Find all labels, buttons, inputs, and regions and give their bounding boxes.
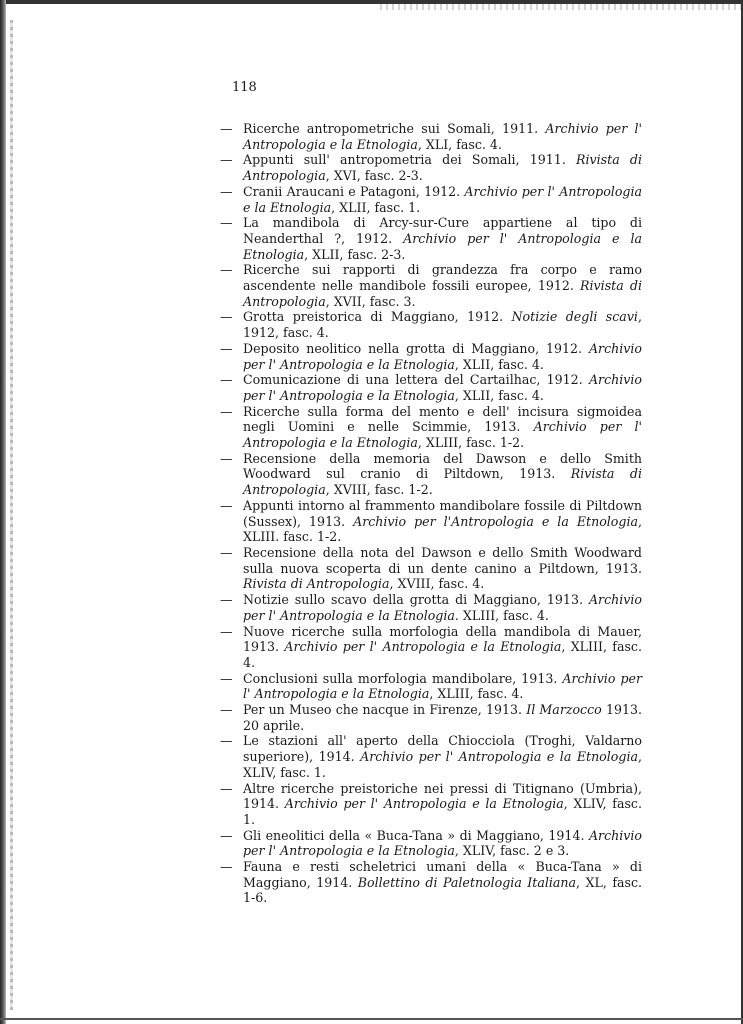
entry-journal: Il Marzocco — [526, 702, 602, 718]
entry-dash: — — [220, 670, 233, 686]
entry-dash: — — [220, 450, 233, 466]
entry-journal: Archivio per l' Antropologia e la Etnologia — [360, 749, 638, 765]
bibliography-entry — [220, 671, 642, 702]
entry-title: Fauna e resti scheletrici umani della « Buca-Tana » di Maggiano, 1914. — [243, 859, 642, 890]
scan-noise-top — [380, 4, 743, 10]
scan-edge-bottom — [0, 1018, 743, 1020]
entry-title: Deposito neolitico nella grotta di Maggiano, 1912. — [243, 340, 589, 356]
entry-dash: — — [220, 403, 233, 419]
entry-title: Appunti sull' antropometria dei Somali, 1911. — [243, 152, 577, 168]
entry-journal: Rivista di Antropologia — [243, 576, 390, 592]
scan-edge-left — [0, 0, 6, 1024]
entry-dash: — — [220, 733, 233, 749]
entry-details: , XLI, fasc. 4. — [417, 136, 502, 152]
entry-journal: Archivio per l'Antropologia e la Etnologia — [353, 513, 638, 529]
entry-title: Ricerche sulla forma del mento e dell' incisura sigmoidea negli Uomini e nelle Scimmie, 1913. — [243, 403, 642, 435]
entry-title: Gli eneolitici della « Buca-Tana » di Maggiano, 1914. — [243, 827, 589, 843]
entry-journal: Archivio per l' Antropologia e la Etnologia — [284, 639, 562, 655]
bibliography-entry — [220, 152, 642, 183]
entry-title: Ricerche antropometriche sui Somali, 1911. — [243, 121, 546, 136]
bibliography-list — [220, 121, 642, 906]
entry-dash: — — [220, 340, 233, 356]
entry-details: , XLII, fasc. 4. — [454, 387, 544, 403]
entry-details: , XVIII, fasc. 1-2. — [325, 482, 433, 498]
bibliography-entry — [220, 859, 642, 906]
entry-details: , XVI, fasc. 2-3. — [325, 168, 423, 184]
entry-dash: — — [220, 372, 233, 388]
entry-journal: Archivio per l' Antropologia e la Etnologia — [243, 827, 642, 859]
entry-details: , XLIII. fasc. 1-2. — [243, 513, 643, 545]
entry-details: , XL, fasc. 1-6. — [243, 874, 643, 906]
entry-journal: Archivio per l' Antropologia e la Etnologia — [284, 796, 564, 812]
entry-title: Nuove ricerche sulla morfologia della mandibola di Mauer, 1913. — [243, 623, 642, 655]
entry-journal: Rivista di Antropologia — [243, 152, 642, 184]
entry-journal: Archivio per l' Antropologia e la Etnologia — [243, 372, 642, 403]
entry-dash: — — [220, 623, 233, 639]
entry-details: , XLII, fasc. 1. — [331, 199, 421, 215]
entry-title: Le stazioni all' aperto della Chiocciola (Troghi, Valdarno superiore), 1914. — [243, 733, 642, 765]
bibliography-entry — [220, 341, 642, 372]
bibliography-entry — [220, 545, 642, 592]
entry-title: Recensione della memoria del Dawson e dello Smith Woodward sul cranio di Piltdown, 1913. — [243, 450, 642, 482]
entry-title: Recensione della nota del Dawson e dello Smith Woodward sulla nuova scoperta di un dente canino a Piltdown, 1913. — [243, 544, 642, 576]
entry-dash: — — [220, 152, 233, 168]
entry-details: , XLIII, fasc. 1-2. — [417, 435, 525, 451]
entry-title: Ricerche sui rapporti di grandezza fra corpo e ramo ascendente nelle mandibole fossili europee, 1912. — [243, 262, 642, 294]
entry-details: . XLIII, fasc. 4. — [454, 607, 549, 623]
entry-journal: Archivio per l' Antropologia e la Etnologia — [243, 183, 642, 215]
entry-journal: Rivista di Antropologia — [243, 466, 642, 498]
entry-journal: Archivio per l' Antropologia e la Etnologia — [243, 121, 642, 152]
bibliography-entry — [220, 781, 642, 828]
bibliography-entry — [220, 184, 642, 215]
entry-journal: Archivio per l' Antropologia e la Etnologia — [243, 670, 642, 702]
entry-details: , 1912, fasc. 4. — [243, 309, 642, 341]
entry-title: Comunicazione di una lettera del Cartailhac, 1912. — [243, 372, 589, 388]
entry-dash: — — [220, 215, 233, 231]
entry-dash: — — [220, 780, 233, 796]
bibliography-entry — [220, 404, 642, 451]
bibliography-entry — [220, 309, 642, 340]
entry-details: , XLIV, fasc. 1. — [243, 796, 642, 827]
entry-journal: Archivio per l' Antropologia e la Etnologia — [243, 340, 642, 372]
entry-dash: — — [220, 121, 233, 136]
entry-dash: — — [220, 262, 233, 278]
entry-title: Cranii Araucani e Patagoni, 1912. — [243, 183, 465, 199]
page-number: 118 — [232, 80, 257, 95]
entry-journal: Bollettino di Paletnologia Italiana — [357, 874, 577, 890]
bibliography-entry — [220, 262, 642, 309]
entry-dash: — — [220, 544, 233, 560]
bibliography-entry — [220, 372, 642, 403]
bibliography-entry — [220, 215, 642, 262]
entry-journal: Archivio per l' Antropologia e la Etnologia — [243, 592, 642, 623]
bibliography-entry — [220, 451, 642, 498]
entry-journal: Rivista di Antropologia — [243, 278, 642, 309]
bibliography-entry — [220, 702, 642, 733]
scan-binding-left — [10, 20, 13, 1010]
entry-details: , XLIII, fasc. 4. — [429, 686, 524, 702]
bibliography-entry — [220, 733, 642, 780]
entry-details: , XLIV, fasc. 2 e 3. — [454, 843, 570, 859]
entry-details: , XLII, fasc. 2-3. — [304, 246, 406, 262]
entry-details: , XLII, fasc. 4. — [454, 356, 544, 372]
entry-dash: — — [220, 702, 233, 718]
entry-dash: — — [220, 497, 233, 513]
bibliography-entry — [220, 624, 642, 671]
entry-title: La mandibola di Arcy-sur-Cure appartiene al tipo di Neanderthal ?, 1912. — [243, 215, 642, 246]
entry-dash: — — [220, 183, 233, 199]
entry-title: Notizie sullo scavo della grotta di Maggiano, 1913. — [243, 592, 589, 608]
bibliography-entry — [220, 592, 642, 623]
entry-dash: — — [220, 859, 233, 875]
entry-details: 1913. 20 aprile. — [243, 702, 642, 733]
entry-title: Grotta preistorica di Maggiano, 1912. — [243, 309, 512, 325]
entry-dash: — — [220, 309, 233, 325]
entry-title: Altre ricerche preistoriche nei pressi di Titignano (Umbria), 1914. — [243, 780, 642, 812]
bibliography-entry — [220, 498, 642, 545]
entry-details: , XVIII, fasc. 4. — [389, 576, 485, 592]
entry-journal: Archivio per l' Antropologia e la Etnologia — [243, 419, 642, 451]
entry-journal: Archivio per l' Antropologia e la Etnologia — [243, 230, 642, 262]
entry-title: Conclusioni sulla morfologia mandibolare, 1913. — [243, 670, 563, 686]
entry-title: Per un Museo che nacque in Firenze, 1913. — [243, 702, 527, 718]
entry-dash: — — [220, 592, 233, 608]
entry-journal: Notizie degli scavi — [511, 309, 638, 325]
bibliography-entry — [220, 828, 642, 859]
bibliography-entry — [220, 121, 642, 152]
entry-details: , XVII, fasc. 3. — [325, 293, 416, 309]
entry-title: Appunti intorno al frammento mandibolare fossile di Piltdown (Sussex), 1913. — [243, 497, 642, 529]
entry-dash: — — [220, 827, 233, 843]
entry-details: , XLIV, fasc. 1. — [243, 749, 642, 780]
entry-details: , XLIII, fasc. 4. — [243, 639, 642, 670]
